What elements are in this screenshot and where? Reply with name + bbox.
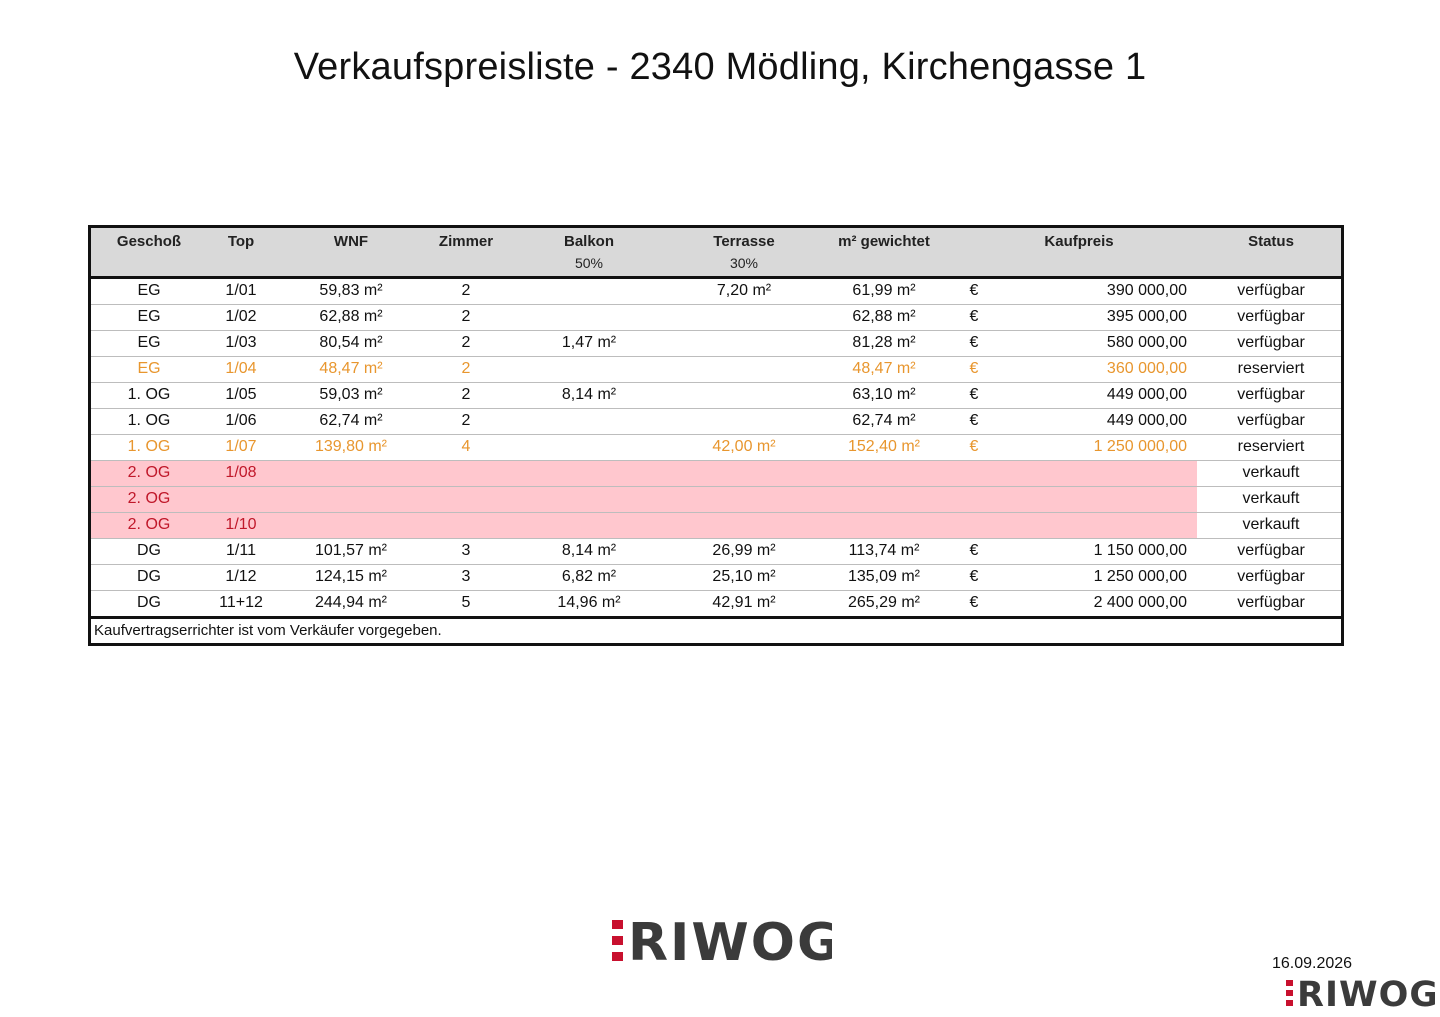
cell-kaufpreis: 1 250 000,00: [1093, 438, 1187, 455]
cell-geschoss: DG: [137, 568, 161, 585]
table-row: [91, 461, 1341, 487]
cell-currency: €: [969, 568, 979, 585]
cell-wnf: 62,74 m²: [319, 412, 383, 429]
cell-status: verfügbar: [1237, 386, 1305, 403]
table-row: [91, 279, 1341, 305]
cell-kaufpreis: 360 000,00: [1106, 360, 1187, 377]
page-title: Verkaufspreisliste - 2340 Mödling, Kirchengasse 1: [293, 46, 1147, 88]
cell-wnf: 48,47 m²: [319, 360, 383, 377]
header-geschoss: Geschoß: [116, 233, 182, 250]
cell-top: 1/05: [225, 386, 257, 403]
table-row: [91, 435, 1341, 461]
table-row: [91, 383, 1341, 409]
cell-geschoss: EG: [137, 334, 161, 351]
cell-gewichtet: 81,28 m²: [852, 334, 916, 351]
cell-top: 1/11: [226, 542, 256, 559]
cell-top: 1/10: [225, 516, 257, 533]
cell-top: 1/07: [225, 438, 257, 455]
cell-gewichtet: 113,74 m²: [848, 542, 920, 559]
header-kaufpreis: Kaufpreis: [1044, 233, 1114, 250]
cell-kaufpreis: 1 250 000,00: [1093, 568, 1187, 585]
cell-zimmer: 2: [461, 386, 471, 403]
cell-zimmer: 2: [461, 334, 471, 351]
table-row: [91, 409, 1341, 435]
cell-wnf: 59,83 m²: [319, 282, 383, 299]
cell-status: reserviert: [1237, 360, 1305, 377]
table-row: [91, 591, 1341, 619]
riwog-logo-small: [1286, 975, 1436, 1012]
cell-currency: €: [969, 542, 979, 559]
cell-currency: €: [969, 438, 979, 455]
cell-wnf: 244,94 m²: [314, 594, 388, 611]
cell-geschoss: 1. OG: [127, 438, 171, 455]
table-header: [91, 228, 1341, 279]
cell-gewichtet: 135,09 m²: [847, 568, 921, 585]
table-row: [91, 565, 1341, 591]
table-row: [91, 487, 1341, 513]
footnote-text: Kaufvertragserrichter ist vom Verkäufer vorgegeben.: [94, 622, 442, 639]
cell-zimmer: 3: [461, 568, 471, 585]
cell-status: verfügbar: [1237, 542, 1305, 559]
cell-geschoss: EG: [137, 360, 161, 377]
header-terrasse: Terrasse: [713, 233, 775, 250]
cell-zimmer: 4: [461, 438, 471, 455]
logo-wordmark-small-svg: [1297, 975, 1435, 1009]
cell-status: verfügbar: [1237, 594, 1305, 611]
cell-gewichtet: 62,88 m²: [852, 308, 916, 325]
header-top: Top: [227, 233, 255, 250]
cell-gewichtet: 48,47 m²: [852, 360, 916, 377]
cell-wnf: 139,80 m²: [314, 438, 388, 455]
cell-gewichtet: 152,40 m²: [847, 438, 921, 455]
cell-gewichtet: 62,74 m²: [852, 412, 916, 429]
logo-wordmark: [628, 914, 832, 978]
cell-zimmer: 2: [461, 360, 471, 377]
cell-zimmer: 3: [461, 542, 471, 559]
cell-geschoss: 2. OG: [127, 516, 171, 533]
cell-kaufpreis: 449 000,00: [1106, 386, 1187, 403]
cell-geschoss: 2. OG: [127, 464, 171, 481]
header-balkon: Balkon: [563, 233, 614, 250]
cell-kaufpreis: 395 000,00: [1106, 308, 1187, 325]
cell-wnf: 124,15 m²: [314, 568, 388, 585]
cell-currency: €: [969, 412, 979, 429]
cell-kaufpreis: 2 400 000,00: [1093, 594, 1187, 611]
table-row: [91, 513, 1341, 539]
table-row: [91, 305, 1341, 331]
cell-currency: €: [969, 334, 979, 351]
cell-top: 1/02: [225, 308, 257, 325]
cell-terrasse: 42,00 m²: [712, 438, 776, 455]
cell-currency: €: [969, 594, 979, 611]
cell-kaufpreis: 1 150 000,00: [1093, 542, 1187, 559]
cell-top: 1/08: [225, 464, 257, 481]
cell-wnf: 101,57 m²: [314, 542, 388, 559]
cell-geschoss: 2. OG: [127, 490, 171, 507]
table-row: [91, 357, 1341, 383]
cell-wnf: 62,88 m²: [319, 308, 383, 325]
cell-top: 1/12: [225, 568, 257, 585]
cell-zimmer: 2: [461, 282, 471, 299]
cell-status: verkauft: [1242, 516, 1300, 533]
cell-kaufpreis: 449 000,00: [1106, 412, 1187, 429]
cell-kaufpreis: 390 000,00: [1106, 282, 1187, 299]
document-date: 16.09.2026: [1272, 955, 1353, 972]
logo-wordmark-text: RIWOG: [628, 914, 832, 966]
cell-top: 1/03: [225, 334, 257, 351]
table-row: [91, 331, 1341, 357]
logo-wordmark-svg: [628, 914, 832, 966]
header-m2-gewichtet: m² gewichtet: [838, 233, 930, 250]
cell-wnf: 59,03 m²: [319, 386, 383, 403]
cell-top: 11+12: [219, 594, 263, 611]
cell-geschoss: 1. OG: [127, 412, 171, 429]
header-status: Status: [1248, 233, 1294, 250]
cell-status: verfügbar: [1237, 412, 1305, 429]
footnote-row: [91, 619, 1341, 643]
cell-gewichtet: 265,29 m²: [847, 594, 921, 611]
table-row: [91, 539, 1341, 565]
header-wnf: WNF: [333, 233, 369, 250]
cell-terrasse: 42,91 m²: [712, 594, 776, 611]
cell-balkon: 8,14 m²: [561, 542, 617, 559]
cell-status: verkauft: [1242, 490, 1300, 507]
riwog-logo: [612, 914, 832, 970]
cell-status: verfügbar: [1237, 334, 1305, 351]
cell-wnf: 80,54 m²: [319, 334, 383, 351]
cell-balkon: 1,47 m²: [561, 334, 617, 351]
cell-geschoss: EG: [137, 308, 161, 325]
cell-geschoss: DG: [137, 542, 161, 559]
cell-terrasse: 7,20 m²: [716, 282, 772, 299]
header-balkon-pct: 50%: [574, 255, 604, 271]
cell-zimmer: 5: [461, 594, 471, 611]
cell-balkon: 14,96 m²: [557, 594, 621, 611]
cell-zimmer: 2: [461, 412, 471, 429]
cell-gewichtet: 61,99 m²: [852, 282, 916, 299]
cell-currency: €: [969, 360, 979, 377]
header-zimmer: Zimmer: [438, 233, 494, 250]
header-terrasse-pct: 30%: [729, 255, 759, 271]
cell-kaufpreis: 580 000,00: [1106, 334, 1187, 351]
cell-status: verfügbar: [1237, 282, 1305, 299]
logo-wordmark-small-text: RIWOG: [1297, 975, 1435, 1009]
cell-currency: €: [969, 386, 979, 403]
cell-top: 1/04: [225, 360, 257, 377]
cell-gewichtet: 63,10 m²: [852, 386, 916, 403]
cell-top: 1/06: [225, 412, 257, 429]
cell-status: verfügbar: [1237, 568, 1305, 585]
cell-top: 1/01: [225, 282, 257, 299]
cell-balkon: 6,82 m²: [561, 568, 617, 585]
cell-terrasse: 26,99 m²: [712, 542, 776, 559]
sold-highlight: [91, 487, 1197, 512]
cell-balkon: 8,14 m²: [561, 386, 617, 403]
cell-terrasse: 25,10 m²: [712, 568, 776, 585]
cell-geschoss: EG: [137, 282, 161, 299]
cell-status: verkauft: [1242, 464, 1300, 481]
cell-zimmer: 2: [461, 308, 471, 325]
price-table: [88, 225, 1344, 646]
cell-geschoss: 1. OG: [127, 386, 171, 403]
cell-status: reserviert: [1237, 438, 1305, 455]
logo-wordmark-small: [1297, 975, 1435, 1017]
table-body: [91, 279, 1341, 619]
cell-status: verfügbar: [1237, 308, 1305, 325]
cell-currency: €: [969, 282, 979, 299]
cell-currency: €: [969, 308, 979, 325]
cell-geschoss: DG: [137, 594, 161, 611]
